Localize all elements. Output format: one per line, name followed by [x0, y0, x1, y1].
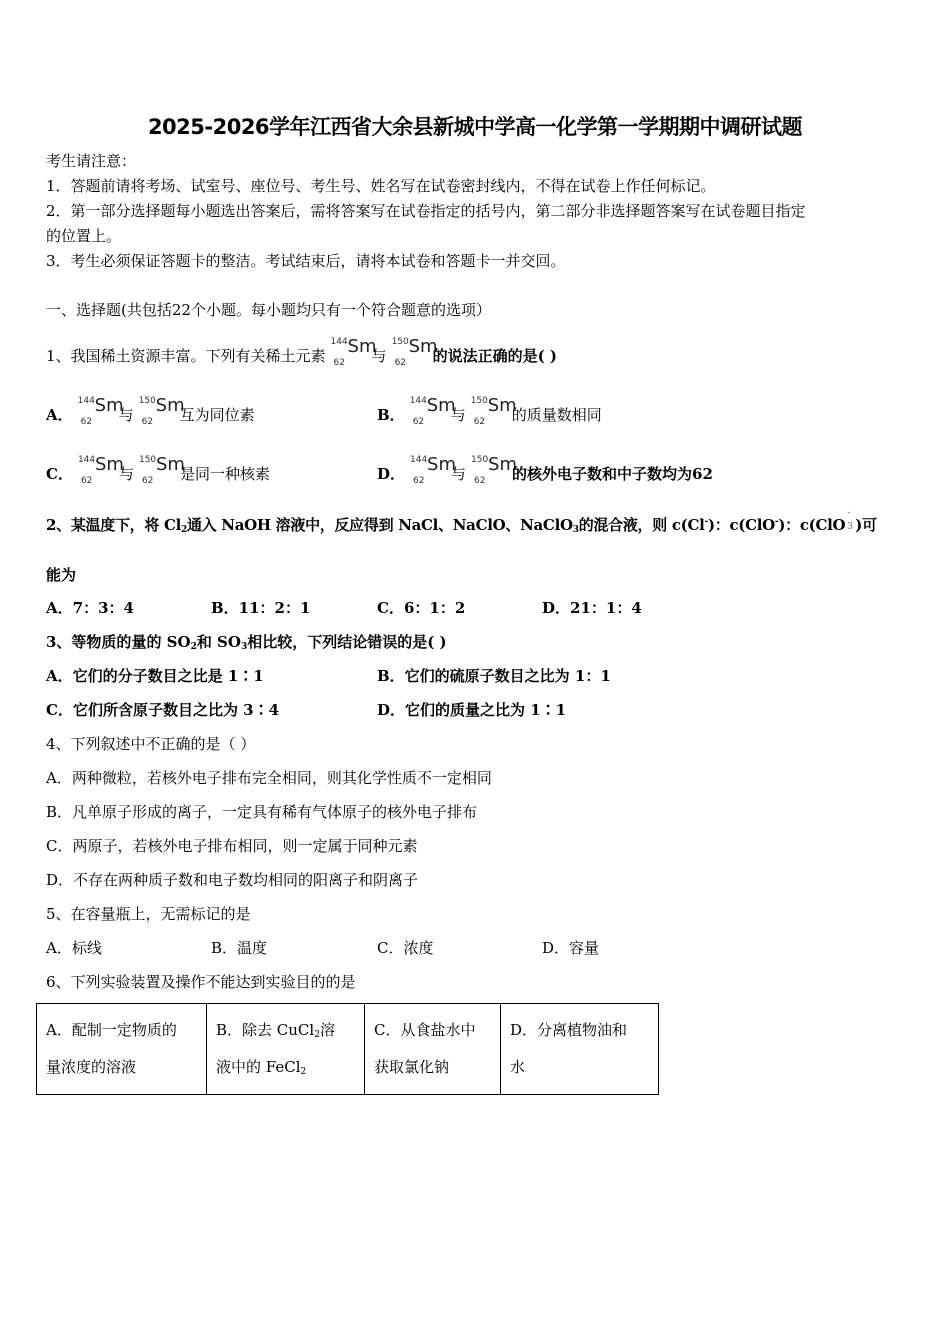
atomic-number: 62 [413, 476, 425, 486]
isotope-sm150 [467, 395, 517, 427]
element-symbol: Sm [155, 395, 185, 416]
cell-text: 液中的 FeCl [216, 1058, 301, 1076]
q4-option-d[interactable]: D．不存在两种质子数和电子数均相同的阳离子和阴离子 [46, 871, 419, 889]
mass-number: 144 [77, 455, 96, 465]
isotope-sm144 [406, 395, 456, 427]
element-symbol: Sm [94, 395, 124, 416]
superscript: - [774, 517, 779, 527]
q6-option-d[interactable] [501, 1004, 659, 1095]
q3-option-b[interactable]: B．它们的硫原子数目之比为 1：1 [377, 667, 611, 685]
option-text: 互为同位素 [179, 406, 255, 424]
q1-suffix: 的说法正确的是( ) [432, 347, 557, 365]
cell-line: C．从食盐水中 [374, 1021, 476, 1039]
mass-number: 144 [77, 396, 95, 406]
subscript: 2 [190, 642, 197, 652]
notice-item-2-cont: 的位置上。 [46, 227, 122, 245]
q2-text: 的混合液，则 c(Cl [578, 516, 705, 534]
element-symbol: Sm [427, 454, 456, 475]
question-4-stem: 4、下列叙述中不正确的是（ ） [46, 735, 256, 753]
q4-option-c[interactable]: C．两原子，若核外电子排布相同，则一定属于同种元素 [46, 837, 418, 855]
isotope-sm144 [74, 454, 124, 486]
element-symbol: Sm [488, 454, 517, 475]
atomic-number: 62 [141, 417, 154, 427]
isotope-sm144 [327, 336, 377, 368]
isotope-sm144 [74, 395, 124, 427]
notice-item-1: 1．答题前请将考场、试室号、座位号、考生号、姓名写在试卷密封线内，不得在试卷上作任何标记。 [46, 177, 716, 195]
q6-option-c[interactable] [365, 1004, 501, 1095]
notice-heading: 考生请注意： [46, 152, 137, 170]
element-symbol: Sm [487, 395, 517, 416]
q2-text: )可 [855, 516, 877, 534]
isotope-sm150 [467, 454, 517, 486]
q2-text: )：c(ClO [707, 516, 775, 534]
option-text: 的核外电子数和中子数均为62 [512, 465, 713, 483]
mass-number: 150 [471, 455, 489, 465]
option-join: 与 [451, 465, 467, 483]
atomic-number: 62 [473, 417, 486, 427]
q6-options-table [36, 1003, 659, 1095]
cell-line [216, 1049, 356, 1086]
cell-line: A．配制一定物质的 [46, 1021, 177, 1039]
q2-text: )：c(ClO [778, 516, 846, 534]
atomic-number: 62 [333, 358, 345, 368]
option-join: 与 [118, 465, 134, 483]
q2-option-c[interactable]: C．6：1：2 [377, 599, 466, 617]
notice-item-3: 3．考生必须保证答题卡的整洁。考试结束后，请将本试卷和答题卡一并交回。 [46, 252, 566, 270]
isotope-sm150 [388, 336, 438, 368]
q1-option-c[interactable] [46, 455, 270, 485]
mass-number: 150 [391, 337, 409, 347]
cell-text: 溶 [319, 1021, 335, 1039]
q5-option-c[interactable]: C．浓度 [377, 939, 434, 957]
question-1-stem [46, 337, 557, 367]
atomic-number: 62 [394, 358, 407, 368]
q2-option-b[interactable]: B．11：2：1 [211, 599, 311, 617]
option-letter: B． [377, 406, 405, 424]
question-3-stem [46, 631, 447, 653]
atomic-number: 62 [80, 476, 93, 486]
table-row [37, 1004, 659, 1095]
cell-line [216, 1012, 356, 1049]
q2-text: 通入 NaOH 溶液中，反应得到 NaCl、NaClO、NaClO [186, 516, 573, 534]
q6-option-a[interactable] [37, 1004, 207, 1095]
element-symbol: Sm [426, 395, 456, 416]
option-join: 与 [118, 406, 134, 424]
q2-text: 2、某温度下，将 Cl [46, 516, 181, 534]
option-letter: D． [377, 465, 406, 483]
q1-prefix: 1、我国稀土资源丰富。下列有关稀土元素 [46, 347, 326, 365]
element-symbol: Sm [347, 336, 377, 357]
superscript: - [704, 517, 708, 527]
option-text: 是同一种核素 [179, 465, 270, 483]
subscript: 3 [572, 525, 579, 535]
q4-option-b[interactable]: B．凡单原子形成的离子，一定具有稀有气体原子的核外电子排布 [46, 803, 478, 821]
element-symbol: Sm [155, 454, 185, 475]
q1-mid: 与 [371, 347, 387, 365]
q3-text: 3、等物质的量的 SO [46, 633, 191, 651]
q3-text: 相比较，下列结论错误的是( ) [247, 633, 447, 651]
question-5-stem: 5、在容量瓶上，无需标记的是 [46, 905, 251, 923]
subscript: 2 [181, 525, 187, 535]
isotope-sm150 [135, 395, 185, 427]
q5-option-d[interactable]: D．容量 [542, 939, 600, 957]
mass-number: 150 [138, 396, 156, 406]
page-title: 2025-2026学年江西省大余县新城中学高一化学第一学期期中调研试题 [147, 115, 803, 139]
option-letter: C． [46, 465, 73, 483]
q1-option-d[interactable] [377, 455, 713, 485]
element-symbol: Sm [94, 454, 124, 475]
mass-number: 150 [470, 396, 488, 406]
isotope-sm144 [406, 454, 456, 486]
q4-option-a[interactable]: A．两种微粒，若核外电子排布完全相同，则其化学性质不一定相同 [46, 769, 492, 787]
subscript: 3 [847, 522, 853, 532]
chlorate-charge [845, 508, 855, 532]
mass-number: 144 [330, 337, 348, 347]
subscript: 2 [300, 1067, 307, 1077]
question-2-stem [46, 508, 877, 536]
q2-option-d[interactable]: D．21：1：4 [542, 599, 642, 617]
atomic-number: 62 [80, 417, 93, 427]
q3-option-a[interactable]: A．它们的分子数目之比是 1∶1 [46, 667, 264, 685]
isotope-sm150 [135, 454, 185, 486]
q2-option-a[interactable]: A．7：3：4 [46, 599, 134, 617]
mass-number: 150 [138, 455, 157, 465]
element-symbol: Sm [408, 336, 438, 357]
atomic-number: 62 [412, 417, 425, 427]
question-6-stem: 6、下列实验装置及操作不能达到实验目的的是 [46, 973, 356, 991]
mass-number: 144 [410, 455, 428, 465]
cell-line: 水 [510, 1058, 526, 1076]
q3-text: 和 SO [196, 633, 241, 651]
option-join: 与 [450, 406, 466, 424]
cell-line: 量浓度的溶液 [46, 1058, 137, 1076]
section-heading: 一、选择题(共包括22个小题。每小题均只有一个符合题意的选项） [46, 301, 491, 319]
subscript: 3 [240, 642, 248, 652]
cell-line: 获取氯化钠 [374, 1058, 450, 1076]
subscript: 2 [314, 1030, 320, 1040]
q3-option-c[interactable]: C．它们所含原子数目之比为 3∶4 [46, 701, 280, 719]
cell-text: B．除去 CuCl [216, 1021, 315, 1039]
mass-number: 144 [409, 396, 427, 406]
option-text: 的质量数相同 [511, 406, 602, 424]
q1-option-a[interactable] [46, 396, 255, 426]
notice-item-2: 2．第一部分选择题每小题选出答案后，需将答案写在试卷指定的括号内，第二部分非选择题答案写在试卷题目指定 [46, 202, 806, 220]
atomic-number: 62 [141, 476, 154, 486]
atomic-number: 62 [474, 476, 486, 486]
q1-option-b[interactable] [377, 396, 602, 426]
q3-option-d[interactable]: D．它们的质量之比为 1∶1 [377, 701, 567, 719]
question-2-cont: 能为 [46, 566, 77, 584]
q5-option-b[interactable]: B．温度 [211, 939, 268, 957]
q6-option-b[interactable] [207, 1004, 365, 1095]
option-letter: A． [46, 406, 73, 424]
q5-option-a[interactable]: A．标线 [46, 939, 102, 957]
superscript: - [847, 508, 851, 518]
cell-line: D．分离植物油和 [510, 1021, 628, 1039]
